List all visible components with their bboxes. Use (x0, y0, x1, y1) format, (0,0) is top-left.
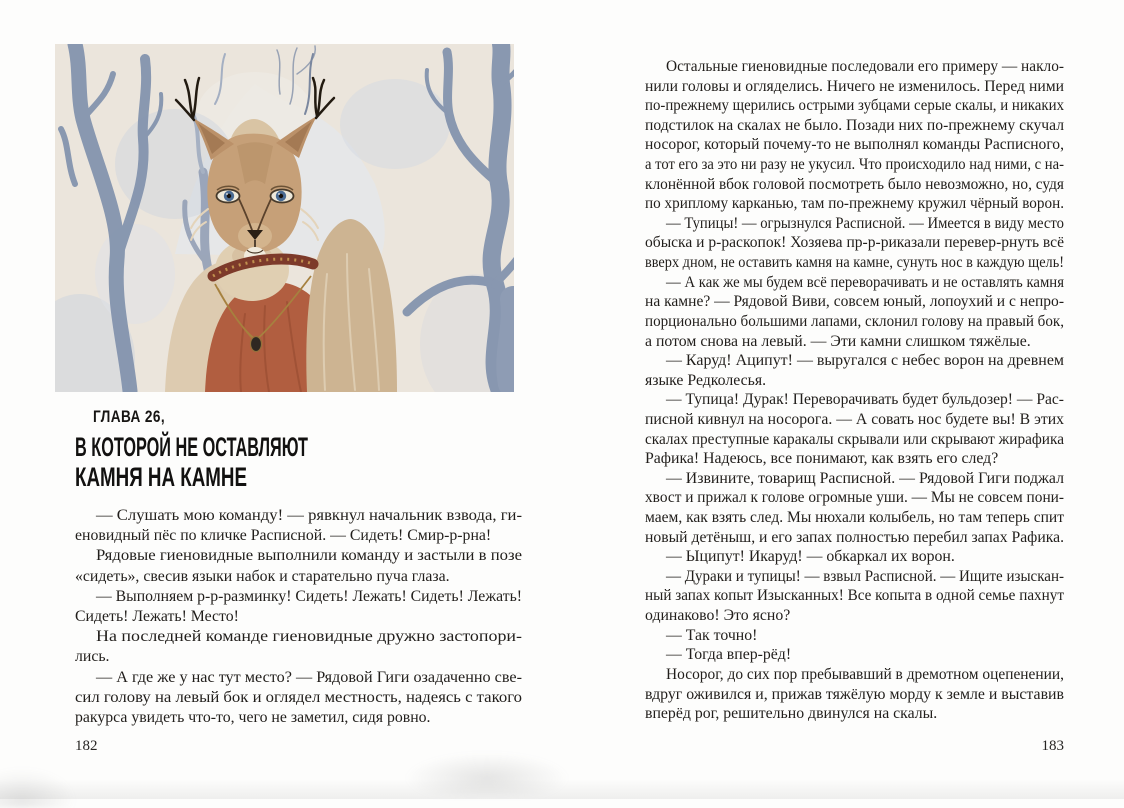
text-line: — Извините, товарищ Расписной. — Рядовой Гиги поджал (666, 469, 1064, 487)
text-line: клонённой вбок головой посмотреть было невозможно, но, судя (645, 175, 1064, 193)
text-line: скалах преступные каракалы скрывали или скрывают жирафика (645, 430, 1064, 448)
text-line: лись. (75, 648, 110, 666)
text-line: носорог, который почему-то не выполнял команды Расписного, (645, 136, 1064, 154)
text-line: обыска и р-раскопок! Хозяева пр-р-риказали перевер-рнуть всё (645, 234, 1064, 252)
text-line: вдруг оживился и, прижав тяжёлую морду к земле и выставив (645, 685, 1064, 703)
text-line: а потом снова на левый. — Эти камни слишком тяжёлые. (645, 332, 1031, 350)
text-line: Рафика! Надеюсь, все понимают, как взять его след? (645, 450, 999, 468)
text-line: — Каруд! Аципут! — выругался с небес ворон на древнем (666, 352, 1064, 370)
text-line: сил голову на левый бок и оглядел местность, надеясь с такого (75, 688, 522, 706)
text-line: Носорог, до сих пор пребывавший в дремотном оцепенении, (666, 665, 1064, 683)
text-line: «сидеть», свесив языки набок и старательно пуча глаза. (75, 567, 450, 585)
page-number-right: 183 (1041, 738, 1064, 754)
text-line: ный запах копыт Изысканных! Все копыта в одной семье пахнут (645, 587, 1064, 605)
bottom-edge-shade (0, 779, 1124, 799)
text-line: маем, как взять след. Мы нюхали колыбель, но там теперь спит (645, 509, 1064, 527)
caracal-illustration-svg (55, 44, 514, 392)
text-line: — А где же у нас тут место? — Рядовой Гиги озадаченно све- (96, 668, 522, 686)
text-line: еновидный пёс по кличке Расписной. — Сидеть! Смир-р-рна! (75, 527, 492, 545)
text-line: порционально большими лапами, склонил голову на правый бок, (645, 312, 1064, 330)
text-line: на камне? — Рядовой Виви, совсем юный, лопоухий и с непро- (645, 293, 1064, 311)
text-line: — Выполняем р-р-разминку! Сидеть! Лежать! Сидеть! Лежать! (96, 587, 522, 605)
text-line: Рядовые гиеновидные выполнили команду и застыли в позе (96, 547, 522, 565)
chapter-label-text: ГЛАВА 26, (93, 407, 165, 426)
text-line: Остальные гиеновидные последовали его примеру — накло- (666, 58, 1064, 75)
text-line: нили головы и огляделись. Ничего не изменилось. Перед ними (645, 77, 1064, 95)
text-line: писной кивнул на носорога. — А совать нос будете вы! В этих (645, 410, 1064, 428)
page-number-left: 182 (75, 738, 98, 754)
text-line: языке Редколесья. (645, 371, 767, 389)
text-line: — А как же мы будем всё переворачивать и не оставлять камня (666, 273, 1064, 291)
text-line: вверх дном, не оставить камня на камне, сунуть нос в каждую щель! (645, 254, 1064, 272)
text-line: — Слушать мою команду! — рявкнул начальник взвода, ги- (96, 507, 522, 524)
text-line: — Так точно! (666, 626, 758, 644)
text-line: по-прежнему щерились острыми зубцами серые скалы, и никаких (645, 97, 1064, 115)
text-line: по хриплому карканью, там по-прежнему кружил чёрный ворон. (645, 195, 1064, 213)
chapter-title (75, 433, 462, 492)
caracal-illustration (55, 44, 514, 392)
text-line: а тот его за это ни разу не укусил. Что происходило над ними, с на- (645, 156, 1064, 174)
text-line: — Ыципут! Икаруд! — обкаркал их ворон. (666, 548, 955, 566)
right-page-text (645, 57, 1064, 724)
text-line: подстилок на скалах не было. Позади них по-прежнему скучал (645, 116, 1064, 134)
text-line: — Тупица! Дурак! Переворачивать будет бульдозер! — Рас- (666, 391, 1064, 409)
text-line: На последней команде гиеновидные дружно застопори- (96, 628, 522, 646)
text-line: Сидеть! Лежать! Место! (75, 607, 239, 625)
text-line: хвост и прижал к голове огромные уши. — Мы не совсем пони- (645, 489, 1064, 507)
text-line: ракурса увидеть что-то, чего не заметил, сидя ровно. (75, 708, 431, 726)
text-line: — Тупицы! — огрызнулся Расписной. — Имеется в виду место (666, 214, 1064, 232)
text-line: — Дураки и тупицы! — взвыл Расписной. — Ищите изыскан- (666, 567, 1064, 585)
chapter-title-line2: КАМНЯ НА КАМНЕ (75, 461, 247, 492)
text-line: вперёд рог, решительно двинулся на скалы. (645, 705, 938, 723)
text-line: новый детёныш, и его запах полностью перебил запах Рафика. (645, 528, 1064, 546)
chapter-label (93, 407, 183, 427)
chapter-title-line1: В КОТОРОЙ НЕ ОСТАВЛЯЮТ (75, 432, 308, 462)
left-page-text (75, 506, 522, 728)
text-line: одинаково! Это ясно? (645, 607, 791, 625)
text-line: — Тогда впер-рёд! (666, 646, 792, 664)
